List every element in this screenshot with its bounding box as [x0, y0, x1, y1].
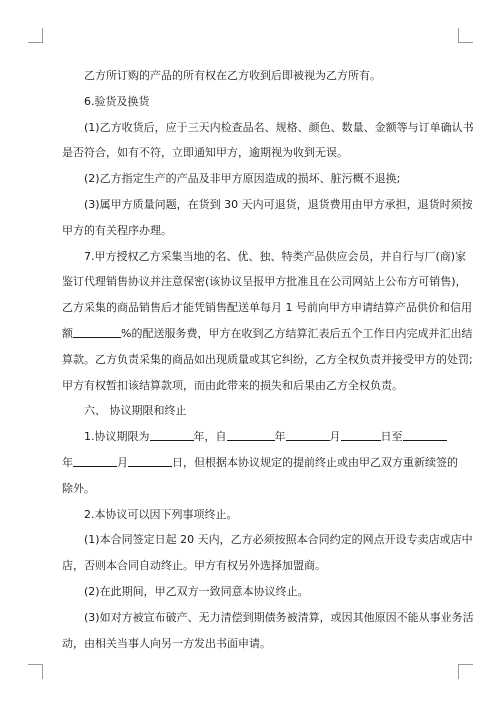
- crop-mark-top-left: [28, 28, 43, 43]
- text-line: 六、 协议期限和终止: [84, 404, 187, 418]
- text-fragment: 1.协议期限为: [84, 430, 150, 444]
- text-line: [62, 450, 458, 476]
- paragraph-termination-intro: [62, 502, 444, 528]
- paragraph-ownership: [62, 63, 444, 89]
- text-line: 甲方有权暂扣该结算款项，而由此带来的损失和后果由乙方全权负责。: [62, 378, 403, 392]
- text-line: (3)属甲方质量问题，在货到 30 天内可退货，退货费用由甲方承担，退货时须按: [84, 197, 473, 211]
- fill-in-blank: [150, 429, 194, 441]
- paragraph-termination-2: [62, 579, 444, 605]
- text-line: (1)本合同签定日起 20 天内，乙方必须按照本合同约定的网点开设专卖店或店中: [84, 533, 473, 547]
- fill-in-blank: [73, 455, 117, 467]
- text-line: 算款。乙方负责采集的商品如出现质量或其它纠纷，乙方全权负责并接受甲方的处罚;: [62, 352, 473, 366]
- text-line: 乙方所订购的产品的所有权在乙方收到后即被视为乙方所有。: [84, 69, 381, 82]
- paragraph-inspection-1: [62, 115, 474, 167]
- text-line: 乙方采集的商品销售后才能凭销售配送单每月 1 号前向甲方申请结算产品供价和信用: [62, 301, 472, 315]
- text-line: 6.验货及换货: [84, 94, 150, 108]
- paragraph-inspection-2: [62, 166, 444, 192]
- paragraph-authorization: [62, 244, 473, 399]
- text-line: (2)乙方指定生产的产品及非甲方原因造成的损坏、脏污概不退换;: [84, 172, 401, 186]
- text-line: (3)如对方被宣布破产、无力清偿到期债务被清算，或因其他原因不能从事业务活: [84, 610, 474, 624]
- text-fragment: 日至: [380, 430, 403, 444]
- fill-in-blank: [341, 429, 381, 441]
- text-fragment: 年: [274, 430, 286, 444]
- text-line: [62, 321, 473, 347]
- section-heading-term: [62, 398, 444, 424]
- fill-in-blank: [403, 429, 447, 441]
- text-line: 动，由相关当事人向另一方发出书面申请。: [62, 636, 271, 650]
- text-line: [62, 424, 444, 450]
- crop-mark-bottom-right: [458, 664, 473, 679]
- text-fragment: 年: [62, 455, 73, 469]
- paragraph-term-period: [62, 424, 458, 501]
- text-line: 2.本协议可以因下列事项终止。: [84, 507, 238, 521]
- text-line: 是否符合，如有不符，立即通知甲方，逾期视为收到无误。: [62, 146, 348, 160]
- text-line: 店，否则本合同自动终止。甲方有权另外选择加盟商。: [62, 559, 326, 573]
- text-line: 鉴订代理销售协议并注意保密(该协议呈报甲方批准且在公司网站上公布方可销售)，: [62, 275, 467, 289]
- text-fragment: 额: [62, 326, 73, 340]
- text-fragment: 日，但根据本协议规定的提前终止或由甲乙双方重新续签的: [172, 455, 458, 469]
- fill-in-blank: [286, 429, 330, 441]
- text-line: (2)在此期间，甲乙双方一致同意本协议终止。: [84, 584, 309, 598]
- paragraph-inspection-3: [62, 192, 473, 244]
- document-body: [62, 63, 474, 656]
- text-line: 7.甲方授权乙方采集当地的名、优、独、特类产品供应会员，并自行与厂(商)家: [84, 249, 467, 263]
- crop-mark-top-right: [458, 28, 473, 43]
- text-line: 除外。: [62, 481, 95, 495]
- text-line: 甲方的有关程序办理。: [62, 223, 172, 237]
- paragraph-termination-3: [62, 605, 474, 657]
- text-fragment: 年，自: [193, 430, 227, 444]
- fill-in-blank: [227, 429, 275, 441]
- crop-mark-bottom-left: [28, 664, 43, 679]
- text-fragment: %的配送服务费，甲方在收到乙方结算汇表后五个工作日内完成并汇出结: [121, 326, 473, 340]
- text-fragment: 月: [117, 455, 128, 469]
- paragraph-termination-1: [62, 527, 473, 579]
- fill-in-blank: [73, 326, 121, 338]
- fill-in-blank: [128, 455, 172, 467]
- text-line: (1)乙方收货后，应于三天内检查品名、规格、颜色、数量、金额等与订单确认书: [84, 120, 474, 134]
- text-fragment: 月: [329, 430, 341, 444]
- section-heading-inspection: [62, 89, 444, 115]
